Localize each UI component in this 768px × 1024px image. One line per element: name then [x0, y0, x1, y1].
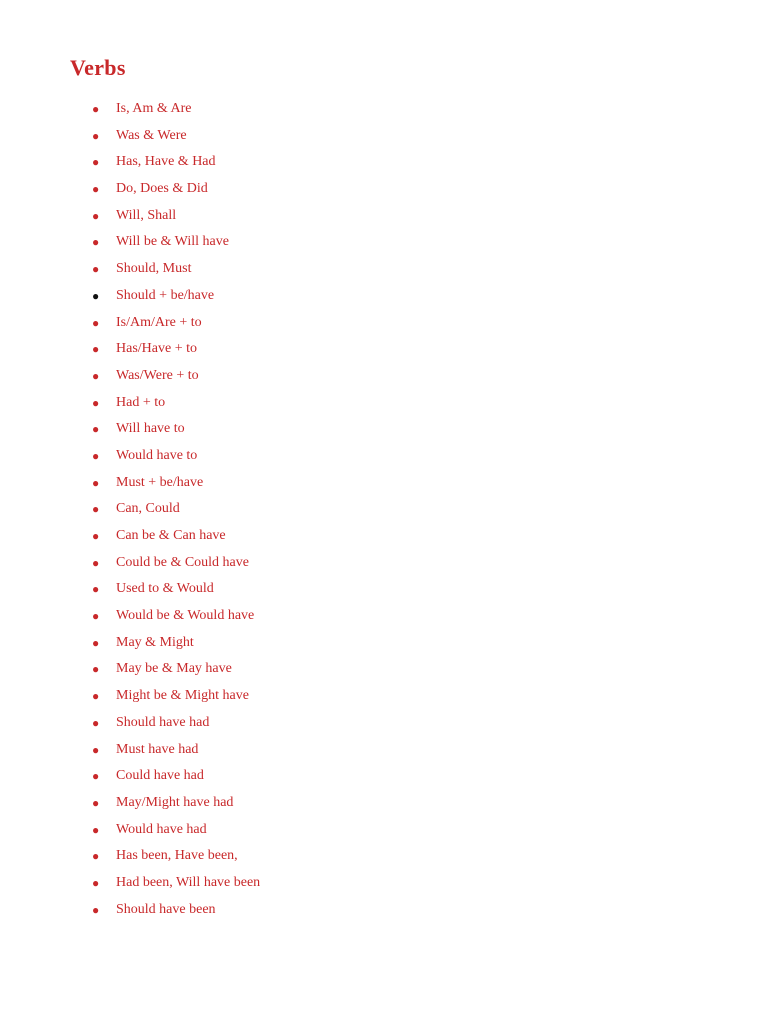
list-item: [0, 817, 768, 844]
list-item-label: Has, Have & Had: [116, 154, 216, 170]
list-item: [0, 256, 768, 283]
bullet-dot-icon: ●: [92, 475, 100, 490]
list-item-label: Can, Could: [116, 501, 180, 517]
list-item: [0, 523, 768, 550]
bullet-dot-icon: ●: [92, 635, 100, 650]
list-item-label: Was/Were + to: [116, 367, 199, 383]
list-item: [0, 683, 768, 710]
list-item-label: Would have to: [116, 447, 198, 463]
list-item-label: Has/Have + to: [116, 341, 197, 357]
bullet-dot-icon: ●: [92, 769, 100, 784]
list-item: [0, 176, 768, 203]
list-item-label: Will have to: [116, 421, 185, 437]
bullet-dot-icon: ●: [92, 849, 100, 864]
list-item-label: Had + to: [116, 394, 166, 410]
bullet-dot-icon: ●: [92, 182, 100, 197]
list-item: [0, 737, 768, 764]
bullet-dot-icon: ●: [92, 155, 100, 170]
list-item-label: Will, Shall: [116, 207, 177, 223]
bullet-dot-icon: ●: [92, 208, 100, 223]
list-item: [0, 576, 768, 603]
list-item: [0, 763, 768, 790]
list-item-label: Should have been: [116, 901, 216, 917]
list-item: [0, 656, 768, 683]
list-item-label: May be & May have: [116, 661, 232, 677]
bullet-dot-icon: ●: [92, 102, 100, 116]
bullet-dot-icon: ●: [92, 902, 100, 917]
list-item-label: Should have had: [116, 714, 210, 730]
list-item: [0, 283, 768, 310]
bullet-dot-icon: ●: [92, 662, 100, 677]
bullet-dot-icon: ●: [92, 342, 100, 357]
list-item: [0, 710, 768, 737]
bullet-dot-icon: ●: [92, 795, 100, 810]
list-item-label: Must have had: [116, 741, 199, 757]
list-item-label: Would be & Would have: [116, 608, 255, 624]
list-item: [0, 470, 768, 497]
bullet-dot-icon: ●: [92, 689, 100, 704]
list-item: [0, 790, 768, 817]
bullet-dot-icon: ●: [92, 609, 100, 624]
bullet-dot-icon: ●: [92, 128, 100, 143]
list-item: [0, 870, 768, 897]
bullet-dot-icon: ●: [92, 502, 100, 517]
list-item: [0, 336, 768, 363]
verb-list: [0, 96, 768, 923]
list-item-label: Could have had: [116, 768, 204, 784]
bullet-dot-icon: ●: [92, 448, 100, 463]
bullet-dot-icon: ●: [92, 235, 100, 250]
list-item-label: Should, Must: [116, 261, 192, 277]
list-item: [0, 603, 768, 630]
list-item-label: Might be & Might have: [116, 688, 249, 704]
bullet-dot-icon: ●: [92, 395, 100, 410]
list-item: [0, 203, 768, 230]
list-item: [0, 310, 768, 337]
list-item: [0, 390, 768, 417]
list-item: [0, 229, 768, 256]
bullet-dot-icon: ●: [92, 368, 100, 383]
list-item-label: Has been, Have been,: [116, 848, 238, 864]
list-item-label: Is, Am & Are: [116, 101, 192, 116]
bullet-dot-icon: ●: [92, 715, 100, 730]
list-item-label: Used to & Would: [116, 581, 214, 597]
list-item-label: Do, Does & Did: [116, 181, 208, 197]
bullet-dot-icon: ●: [92, 742, 100, 757]
list-item-label: May/Might have had: [116, 794, 234, 810]
list-item: [0, 843, 768, 870]
list-item: [0, 630, 768, 657]
list-item: [0, 550, 768, 577]
list-item-label: Is/Am/Are + to: [116, 314, 202, 330]
list-item-label: Was & Were: [116, 127, 187, 143]
bullet-dot-icon: ●: [92, 315, 100, 330]
list-item: [0, 897, 768, 924]
bullet-dot-icon: ●: [92, 529, 100, 543]
list-item: [0, 96, 768, 123]
bullet-dot-icon: ●: [92, 288, 100, 303]
list-item-label: Must + be/have: [116, 474, 204, 490]
list-item-label: Should + be/have: [116, 287, 215, 303]
list-item-label: Could be & Could have: [116, 554, 249, 570]
bullet-dot-icon: ●: [92, 875, 100, 890]
list-item-label: Will be & Will have: [116, 234, 229, 250]
bullet-dot-icon: ●: [92, 422, 100, 437]
bullet-dot-icon: ●: [92, 582, 100, 597]
list-item: [0, 416, 768, 443]
list-item-label: Would have had: [116, 821, 207, 837]
list-item: [0, 149, 768, 176]
list-item-label: Had been, Will have been: [116, 874, 261, 890]
bullet-dot-icon: ●: [92, 262, 100, 277]
list-item: [0, 123, 768, 150]
list-item-label: May & Might: [116, 634, 194, 650]
bullet-dot-icon: ●: [92, 555, 100, 570]
list-item-label: Can be & Can have: [116, 528, 226, 543]
list-item: [0, 363, 768, 390]
page-title: Verbs: [70, 55, 126, 80]
bullet-dot-icon: ●: [92, 822, 100, 837]
list-item: [0, 496, 768, 523]
list-item: [0, 443, 768, 470]
